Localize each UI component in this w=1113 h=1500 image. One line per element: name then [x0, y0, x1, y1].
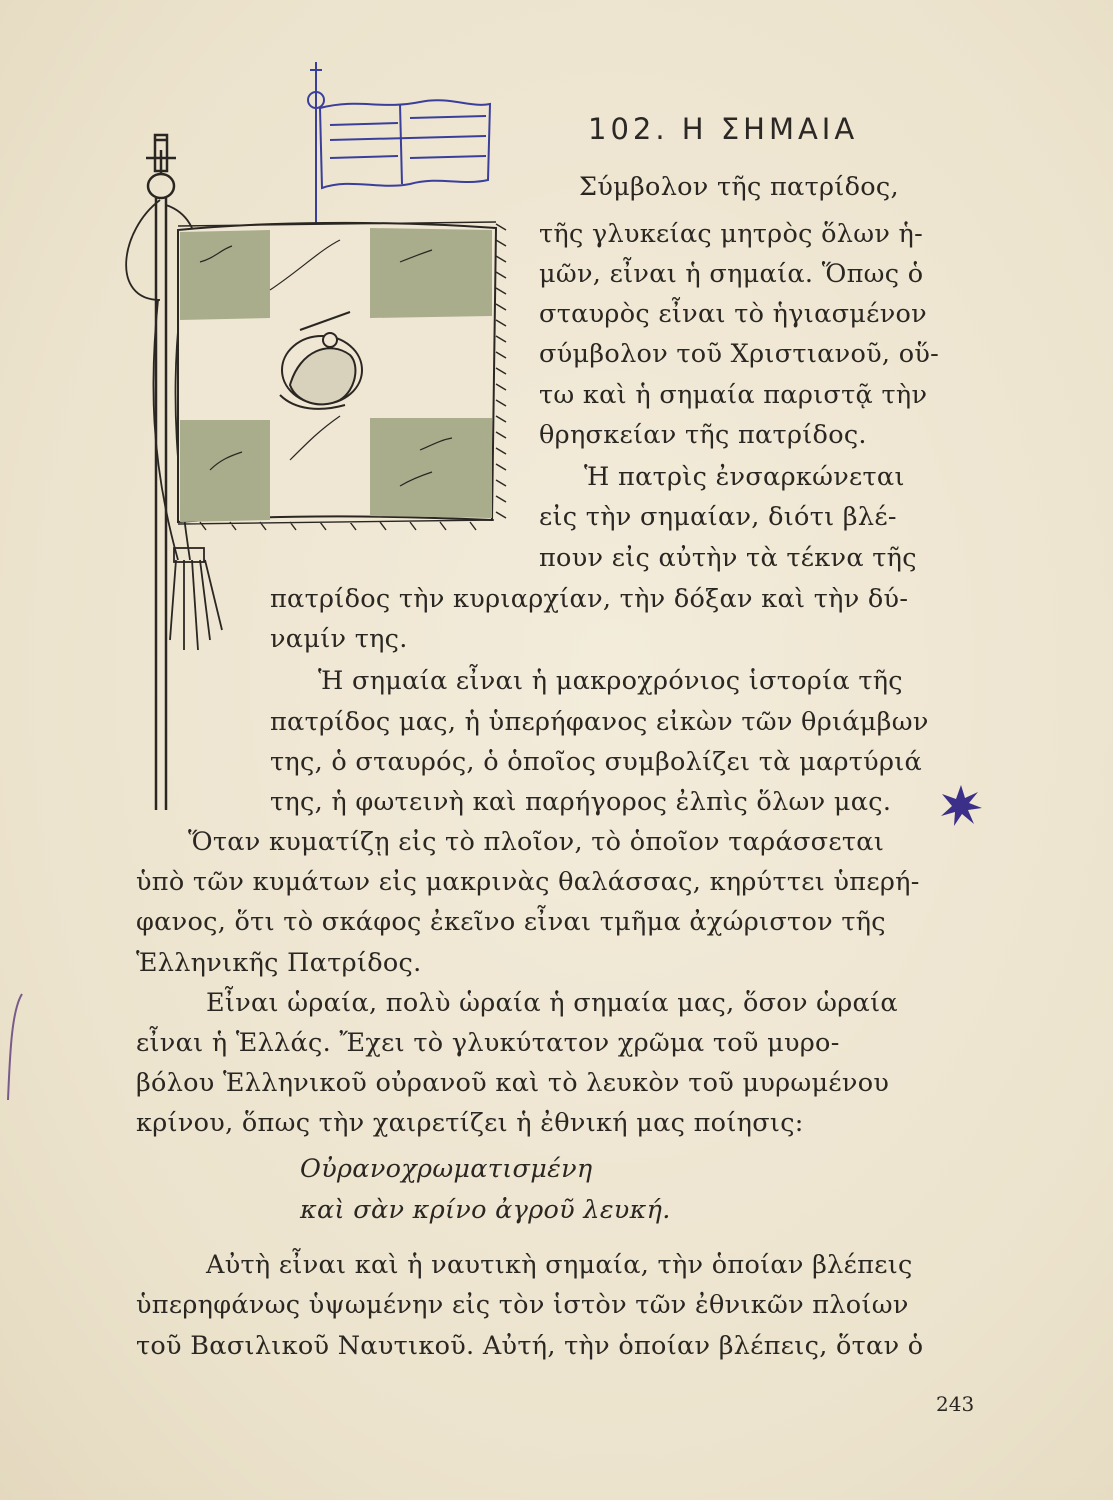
verse-line: Οὐρανοχρωματισμένη: [300, 1154, 593, 1184]
lines-line: πατρίδος τὴν κυριαρχίαν, τὴν δόξαν καὶ τὴν δύ-: [270, 584, 909, 614]
lines-line: πουν εἰς αὐτὴν τὰ τέκνα τῆς: [539, 543, 917, 573]
lines-line: μῶν, εἶναι ἡ σημαία. Ὅπως ὁ: [539, 259, 924, 289]
lines-line: τω καὶ ἡ σημαία παριστᾷ τὴν: [539, 380, 928, 410]
lines-line: Ὅταν κυματίζῃ εἰς τὸ πλοῖον, τὸ ὁποῖον ταράσσεται: [188, 827, 885, 857]
lines-line: σύμβολον τοῦ Χριστιανοῦ, οὕ-: [539, 339, 940, 369]
lines-line: κρίνου, ὅπως τὴν χαιρετίζει ἡ ἐθνική μας ποίησις:: [136, 1108, 804, 1138]
lines-line: της, ἡ φωτεινὴ καὶ παρήγορος ἐλπὶς ὅλων μας.: [270, 787, 892, 817]
closing-line: Αὐτὴ εἶναι καὶ ἡ ναυτικὴ σημαία, τὴν ὁποίαν βλέπεις: [206, 1250, 913, 1280]
lines-line: εἰς τὴν σημαίαν, διότι βλέ-: [539, 502, 897, 532]
lines-line: βόλου Ἑλληνικοῦ οὐρανοῦ καὶ τὸ λευκὸν τοῦ μυρωμένου: [136, 1068, 890, 1098]
lines-line: φανος, ὅτι τὸ σκάφος ἐκεῖνο εἶναι τμῆμα ἀχώριστον τῆς: [136, 907, 886, 937]
lines-line: Σύμβολον τῆς πατρίδος,: [579, 172, 899, 202]
ink-blot-icon: [936, 780, 986, 830]
lines-line: ναμίν της.: [270, 624, 408, 654]
lines-line: τῆς γλυκείας μητρὸς ὅλων ἡ-: [539, 219, 924, 249]
verse-line: καὶ σὰν κρίνο ἀγροῦ λευκή.: [300, 1195, 671, 1225]
lines-line: Ἡ σημαία εἶναι ἡ μακροχρόνιος ἱστορία τῆς: [318, 666, 903, 696]
lines-line: ὑπὸ τῶν κυμάτων εἰς μακρινὰς θαλάσσας, κηρύττει ὑπερή-: [136, 867, 920, 897]
lines-line: Ἑλληνικῆς Πατρίδος.: [136, 948, 422, 978]
closing-line: ὑπερηφάνως ὑψωμένην εἰς τὸν ἱστὸν τῶν ἐθνικῶν πλοίων: [136, 1290, 909, 1320]
page-number: 243: [936, 1392, 975, 1416]
lines-line: της, ὁ σταυρός, ὁ ὁποῖος συμβολίζει τὰ μαρτύριά: [270, 747, 923, 777]
margin-pen-mark-icon: [0, 990, 30, 1150]
hand-drawn-flag-icon: [308, 62, 490, 230]
section-title: 102. Η ΣΗΜΑΙΑ: [588, 112, 859, 146]
lines-line: Ἡ πατρὶς ἐνσαρκώνεται: [584, 462, 905, 492]
closing-line: τοῦ Βασιλικοῦ Ναυτικοῦ. Αὐτή, τὴν ὁποίαν βλέπεις, ὅταν ὁ: [136, 1331, 924, 1361]
lines-line: εἶναι ἡ Ἑλλάς. Ἔχει τὸ γλυκύτατον χρῶμα τοῦ μυρο-: [136, 1028, 840, 1058]
lines-line: πατρίδος μας, ἡ ὑπερήφανος εἰκὼν τῶν θριάμβων: [270, 707, 929, 737]
lines-line: θρησκείαν τῆς πατρίδος.: [539, 420, 867, 450]
lines-line: Εἶναι ὡραία, πολὺ ὡραία ἡ σημαία μας, ὅσον ὡραία: [206, 988, 898, 1018]
lines-line: σταυρὸς εἶναι τὸ ἡγιασμένον: [539, 299, 927, 329]
